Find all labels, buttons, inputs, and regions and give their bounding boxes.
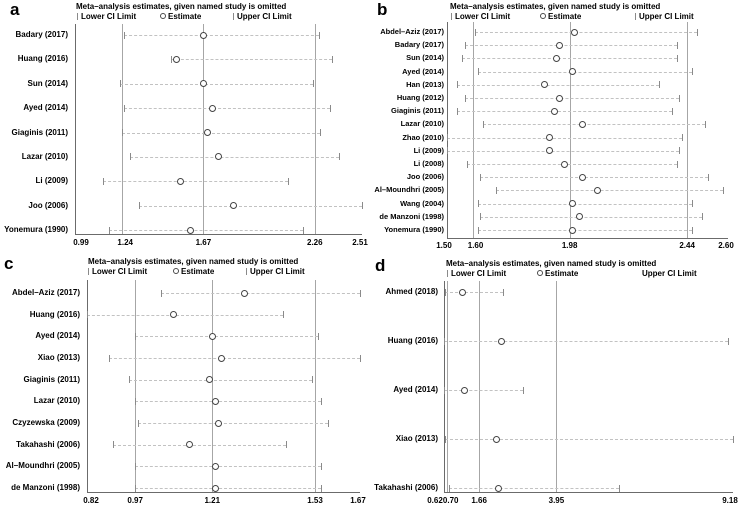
- ref-line-estimate: [479, 281, 480, 492]
- ci-lower-tick: [444, 338, 445, 345]
- study-label: Al–Moundhri (2005): [374, 185, 444, 195]
- estimate-marker: [495, 485, 502, 492]
- ci-lower-tick: [449, 485, 450, 492]
- study-label: Li (2009): [35, 176, 68, 186]
- study-label: Badary (2017): [394, 40, 444, 50]
- ci-upper-tick: [677, 55, 678, 62]
- estimate-marker: [546, 147, 553, 154]
- panel-letter-b: b: [377, 0, 388, 19]
- ci-upper-tick: [523, 387, 524, 394]
- ci-lower-tick: [483, 121, 484, 128]
- estimate-marker: [551, 108, 558, 115]
- study-label: Huang (2012): [396, 93, 444, 102]
- axis-tick-label: 9.18: [722, 496, 738, 505]
- ci-upper-tick: [677, 42, 678, 49]
- study-label: Joo (2006): [28, 200, 68, 210]
- axis-tick-label: 0.99: [73, 238, 89, 247]
- estimate-marker: [569, 227, 576, 234]
- estimate-marker: [498, 338, 505, 345]
- legend-lower-ci: [77, 12, 136, 21]
- ci-upper-tick: [702, 213, 703, 220]
- estimate-marker: [170, 311, 177, 318]
- axis-tick-label: 1.67: [195, 238, 212, 247]
- estimate-marker: [493, 436, 500, 443]
- ci-line: [447, 151, 679, 152]
- ci-line: [109, 358, 360, 359]
- ci-lower-tick: [445, 289, 446, 296]
- estimate-marker: [571, 29, 578, 36]
- ci-line: [478, 230, 693, 231]
- estimate-marker: [579, 174, 586, 181]
- ci-lower-tick: [465, 42, 466, 49]
- ci-line: [87, 315, 283, 316]
- study-label: Huang (2016): [17, 54, 68, 64]
- ci-upper-tick: [723, 187, 724, 194]
- legend-upper-ci: [635, 12, 694, 21]
- panel-title: Meta–analysis estimates, given named study is omitted: [88, 257, 299, 266]
- axis-tick-label: 0.70: [442, 496, 459, 505]
- axis-tick-label: 1.67: [350, 496, 366, 505]
- ci-upper-tick: [312, 376, 313, 383]
- study-label: Czyzewska (2009): [12, 418, 80, 427]
- axis-tick-label: 0.82: [83, 496, 99, 505]
- ci-lower-tick: [465, 95, 466, 102]
- study-label: Abdel–Aziz (2017): [11, 288, 80, 297]
- study-label: de Manzoni (1998): [11, 483, 80, 492]
- ci-lower-tick: [478, 200, 479, 207]
- study-label: Lazar (2010): [33, 396, 80, 406]
- x-axis-line: [75, 234, 362, 235]
- study-label: Ayed (2014): [35, 331, 80, 341]
- legend-estimate-label: Estimate: [181, 267, 215, 276]
- ci-lower-tick: [135, 398, 136, 405]
- axis-tick-label: 1.24: [117, 238, 133, 247]
- ci-upper-tick: [328, 420, 329, 427]
- legend-lower-label: Lower CI Limit: [451, 269, 507, 278]
- y-axis-line: [447, 22, 448, 238]
- ci-upper-tick: [321, 398, 322, 405]
- panel-title: Meta–analysis estimates, given named study is omitted: [76, 2, 287, 11]
- ci-upper-tick: [679, 95, 680, 102]
- study-label: Huang (2016): [29, 309, 80, 319]
- ci-upper-tick: [697, 29, 698, 36]
- study-label: Al–Moundhri (2005): [5, 461, 80, 471]
- study-label: Lazar (2010): [400, 119, 444, 129]
- ci-lower-tick: [462, 55, 463, 62]
- ci-tick-icon: [88, 268, 89, 275]
- axis-tick-label: 0.62: [427, 496, 443, 505]
- study-label: Zhao (2010): [402, 132, 444, 142]
- ref-line-upper: [687, 22, 688, 238]
- panel-letter-c: c: [4, 254, 14, 273]
- ci-line: [130, 157, 340, 158]
- study-label: Han (2013): [406, 79, 444, 89]
- ci-line: [444, 390, 523, 391]
- panel-letter-a: a: [10, 0, 20, 19]
- legend-estimate: [160, 12, 201, 21]
- study-label: Lazar (2010): [21, 151, 68, 161]
- estimate-marker: [215, 420, 222, 427]
- legend-lower-label: Lower CI Limit: [81, 12, 137, 21]
- legend-upper-ci: [233, 12, 292, 21]
- ci-line: [457, 85, 659, 86]
- legend-estimate: [537, 269, 578, 278]
- study-label: Xiao (2013): [37, 353, 80, 362]
- ci-line: [478, 204, 693, 205]
- ci-lower-tick: [135, 463, 136, 470]
- ci-tick-icon: [246, 268, 247, 275]
- ci-upper-tick: [672, 108, 673, 115]
- ci-lower-tick: [478, 68, 479, 75]
- axis-tick-label: 1.50: [436, 241, 452, 250]
- ci-line: [465, 98, 680, 99]
- ci-line: [138, 423, 327, 424]
- ci-line: [483, 124, 705, 125]
- ci-upper-tick: [679, 147, 680, 154]
- estimate-circle-icon: [173, 268, 179, 274]
- ci-upper-tick: [283, 311, 284, 318]
- ref-line-lower: [473, 22, 474, 238]
- x-axis-line: [87, 492, 360, 493]
- estimate-circle-icon: [160, 13, 166, 19]
- ci-line: [447, 138, 682, 139]
- ci-line: [113, 445, 286, 446]
- ci-line: [135, 466, 321, 467]
- ci-lower-tick: [444, 387, 445, 394]
- estimate-marker: [556, 42, 563, 49]
- x-axis-line: [447, 238, 728, 239]
- axis-tick-label: 2.26: [306, 238, 323, 247]
- study-label: Li (2009): [413, 145, 444, 155]
- ci-line: [135, 401, 321, 402]
- ci-line: [103, 181, 288, 182]
- ci-line: [467, 164, 676, 165]
- ci-upper-tick: [677, 161, 678, 168]
- study-label: Ahmed (2018): [385, 287, 438, 296]
- ci-lower-tick: [457, 108, 458, 115]
- axis-tick-label: 3.95: [548, 496, 565, 505]
- ci-upper-tick: [708, 174, 709, 181]
- ci-lower-tick: [87, 311, 88, 318]
- ci-tick-icon: [447, 270, 448, 277]
- legend-upper-label: Upper CI Limit: [639, 12, 694, 21]
- ci-line: [465, 45, 677, 46]
- estimate-marker: [212, 463, 219, 470]
- estimate-circle-icon: [537, 270, 543, 276]
- ci-tick-icon: [635, 13, 636, 20]
- ci-tick-icon: [451, 13, 452, 20]
- study-label: Giaginis (2011): [23, 374, 80, 384]
- ci-tick-icon: [77, 13, 78, 20]
- ci-upper-tick: [692, 200, 693, 207]
- ci-line: [496, 190, 723, 191]
- ci-lower-tick: [129, 376, 130, 383]
- ci-tick-icon: [233, 13, 234, 20]
- ci-line: [444, 341, 728, 342]
- legend-upper-label: Upper CI Limit: [642, 269, 697, 278]
- study-label: Abdel–Aziz (2017): [380, 27, 444, 36]
- ci-upper-tick: [503, 289, 504, 296]
- ci-lower-tick: [138, 420, 139, 427]
- axis-tick-label: 1.66: [471, 496, 487, 505]
- axis-tick-label: 1.21: [204, 496, 221, 505]
- axis-tick-label: 1.60: [467, 241, 484, 250]
- ci-upper-tick: [360, 355, 361, 362]
- ref-line-upper: [556, 281, 557, 492]
- ci-lower-tick: [445, 436, 446, 443]
- x-axis-line: [444, 492, 733, 493]
- panel-title: Meta–analysis estimates, given named study is omitted: [450, 2, 661, 11]
- legend-upper-ci: [246, 267, 305, 276]
- legend-upper-label: Upper CI Limit: [250, 267, 305, 276]
- ci-upper-tick: [682, 134, 683, 141]
- study-label: Li (2008): [413, 159, 444, 168]
- legend-lower-ci: [447, 269, 506, 278]
- ci-upper-tick: [659, 81, 660, 88]
- study-label: de Manzoni (1998): [379, 211, 444, 221]
- estimate-circle-icon: [540, 13, 546, 19]
- panel-title: Meta–analysis estimates, given named study is omitted: [446, 259, 657, 268]
- estimate-marker: [576, 213, 583, 220]
- legend-estimate-label: Estimate: [545, 269, 579, 278]
- legend-lower-ci: [451, 12, 510, 21]
- axis-tick-label: 2.44: [679, 241, 695, 250]
- ci-lower-tick: [475, 29, 476, 36]
- study-label: Wang (2004): [400, 198, 444, 208]
- legend-lower-ci: [88, 267, 147, 276]
- study-label: Huang (2016): [387, 336, 438, 345]
- study-label: Ayed (2014): [402, 66, 444, 76]
- ci-line: [449, 488, 618, 489]
- ci-upper-tick: [619, 485, 620, 492]
- estimate-marker: [569, 200, 576, 207]
- ci-lower-tick: [480, 174, 481, 181]
- legend-estimate: [173, 267, 214, 276]
- estimate-marker: [569, 68, 576, 75]
- axis-tick-label: 1.53: [307, 496, 323, 505]
- estimate-marker: [461, 387, 468, 394]
- estimate-marker: [561, 161, 568, 168]
- study-label: Takahashi (2006): [374, 483, 438, 492]
- estimate-marker: [212, 398, 219, 405]
- ci-lower-tick: [478, 227, 479, 234]
- ci-line: [462, 58, 677, 59]
- study-label: Takahashi (2006): [16, 439, 80, 449]
- study-label: Joo (2006): [406, 172, 444, 182]
- ci-lower-tick: [480, 213, 481, 220]
- ci-lower-tick: [447, 134, 448, 141]
- ci-line: [475, 32, 697, 33]
- ci-upper-tick: [692, 227, 693, 234]
- axis-tick-label: 0.97: [127, 496, 143, 505]
- ci-lower-tick: [457, 81, 458, 88]
- ci-line: [457, 111, 672, 112]
- ci-line: [129, 380, 312, 381]
- study-label: Giaginis (2011): [391, 106, 444, 116]
- estimate-marker: [541, 81, 548, 88]
- study-label: Ayed (2014): [393, 385, 438, 394]
- legend-estimate-label: Estimate: [548, 12, 582, 21]
- study-label: Badary (2017): [15, 30, 68, 39]
- legend-estimate: [540, 12, 581, 21]
- ci-upper-tick: [321, 463, 322, 470]
- ci-lower-tick: [467, 161, 468, 168]
- panel-letter-d: d: [375, 256, 386, 275]
- ci-upper-tick: [733, 436, 734, 443]
- ci-upper-tick: [705, 121, 706, 128]
- legend-upper-ci: [638, 269, 697, 278]
- study-label: Yonemura (1990): [4, 225, 68, 234]
- legend-upper-label: Upper CI Limit: [237, 12, 292, 21]
- study-label: Giaginis (2011): [11, 127, 68, 137]
- estimate-marker: [594, 187, 601, 194]
- estimate-marker: [459, 289, 466, 296]
- study-label: Yonemura (1990): [384, 225, 444, 234]
- ci-line: [480, 177, 707, 178]
- estimate-marker: [579, 121, 586, 128]
- study-label: Sun (2014): [406, 53, 444, 63]
- ci-lower-tick: [109, 355, 110, 362]
- ref-line-lower: [447, 281, 448, 492]
- estimate-marker: [553, 55, 560, 62]
- axis-tick-label: 1.98: [561, 241, 578, 250]
- estimate-marker: [546, 134, 553, 141]
- estimate-marker: [556, 95, 563, 102]
- study-label: Ayed (2014): [23, 103, 68, 113]
- ci-lower-tick: [496, 187, 497, 194]
- study-label: Sun (2014): [27, 78, 68, 88]
- ci-lower-tick: [447, 147, 448, 154]
- estimate-marker: [218, 355, 225, 362]
- ci-line: [445, 292, 503, 293]
- ci-line: [480, 217, 702, 218]
- ci-line: [478, 72, 693, 73]
- study-label: Xiao (2013): [395, 434, 438, 443]
- legend-estimate-label: Estimate: [168, 12, 202, 21]
- ci-upper-tick: [728, 338, 729, 345]
- estimate-marker: [206, 376, 213, 383]
- axis-tick-label: 2.60: [718, 241, 734, 250]
- legend-lower-label: Lower CI Limit: [455, 12, 511, 21]
- axis-tick-label: 2.51: [352, 238, 368, 247]
- ci-upper-tick: [692, 68, 693, 75]
- ci-line: [445, 439, 733, 440]
- legend-lower-label: Lower CI Limit: [92, 267, 148, 276]
